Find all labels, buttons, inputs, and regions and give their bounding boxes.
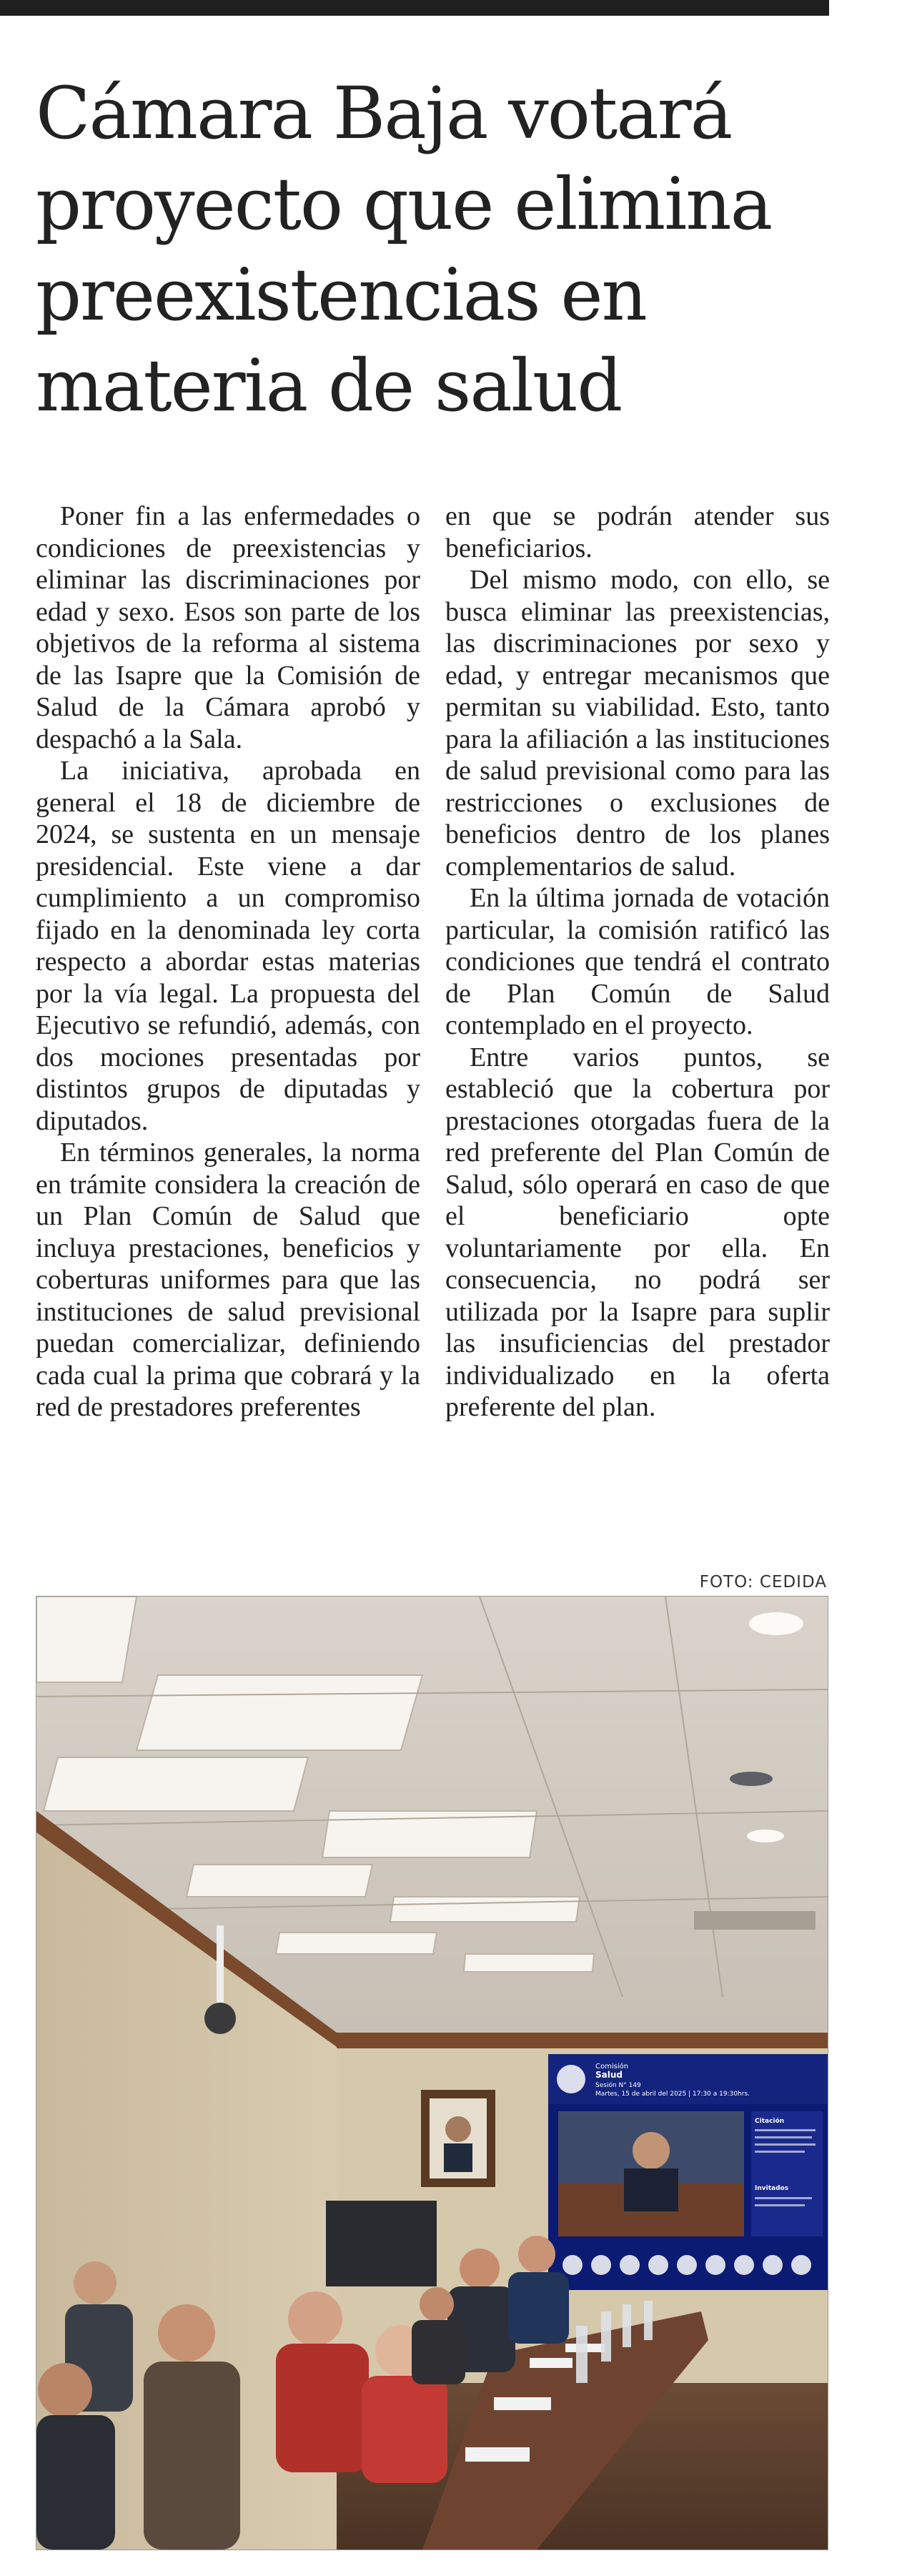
article-column-left <box>36 500 420 1423</box>
headline <box>36 68 829 431</box>
paragraph-4: Del mismo modo, con ello, se busca eliminar las preexistencias, las discriminaciones por sexo y edad, y entregar mecanismos que permitan su viabilidad. Esto, tanto para la afiliación a las instituciones de salud previsional como para las restricciones o exclusiones de beneficios dentro de los planes complementarios de salud. <box>445 565 830 882</box>
headline-line-4: materia de salud <box>36 344 622 428</box>
screen-header-title: Salud <box>595 2070 623 2080</box>
paragraph-2: La iniciativa, aprobada en general el 18 de diciembre de 2024, se sustenta en un mensaje presidencial. Este viene a dar cumplimiento a un compromiso fijado en la denominada ley corta respecto a abordar estas materias por la vía legal. La propuesta del Ejecutivo se refundió, además, con dos mociones presentadas por distintos grupos de diputadas y diputados. <box>36 756 420 1136</box>
screen-header-label: Comisión <box>595 2063 629 2071</box>
headline-line-1: Cámara Baja votará <box>36 71 732 155</box>
article-photo <box>36 1596 828 2550</box>
article-column-right <box>445 500 830 1423</box>
paragraph-5: En la última jornada de votación particular, la comisión ratificó las condiciones que tendrá el contrato de Plan Común de Salud contemplado en el proyecto. <box>445 883 830 1040</box>
paragraph-6: Entre varios puntos, se estableció que la cobertura por prestaciones otorgadas fuera de la red preferente del Plan Común de Salud, sólo operará en caso de que el beneficiario opte voluntariamente por ella. En consecuencia, no podrá ser utilizada por la Isapre para suplir las insuficiencias del prestador individualizado en la oferta preferente del plan. <box>445 1042 830 1422</box>
top-rule <box>0 0 829 16</box>
screen-participants-title: Invitados <box>755 2185 789 2192</box>
photo-credit: FOTO: CEDIDA <box>699 1573 827 1592</box>
screen-date: Martes, 15 de abril del 2025 | 17:30 a 19:30hrs. <box>595 2091 750 2098</box>
paragraph-1: Poner fin a las enfermedades o condiciones de preexistencias y eliminar las discriminaciones por edad y sexo. Esos son parte de los objetivos de la reforma al sistema de las Isapre que la Comisión de Salud de la Cámara aprobó y despachó a la Sala. <box>36 501 420 754</box>
screen-agenda-title: Citación <box>755 2118 785 2125</box>
paragraph-3-continuation: en que se podrán atender sus beneficiarios. <box>445 501 830 563</box>
paragraph-3: En términos generales, la norma en trámite considera la creación de un Plan Común de Salud que incluya prestaciones, beneficios y coberturas uniformes para que las instituciones de salud previsional puedan comercializar, definiendo cada cual la prima que cobrará y la red de prestadores preferentes <box>36 1138 420 1422</box>
screen-session: Sesión N° 149 <box>595 2082 641 2089</box>
headline-line-2: proyecto que elimina <box>36 162 772 246</box>
headline-line-3: preexistencias en <box>36 253 646 337</box>
committee-room-illustration <box>36 1597 828 2550</box>
